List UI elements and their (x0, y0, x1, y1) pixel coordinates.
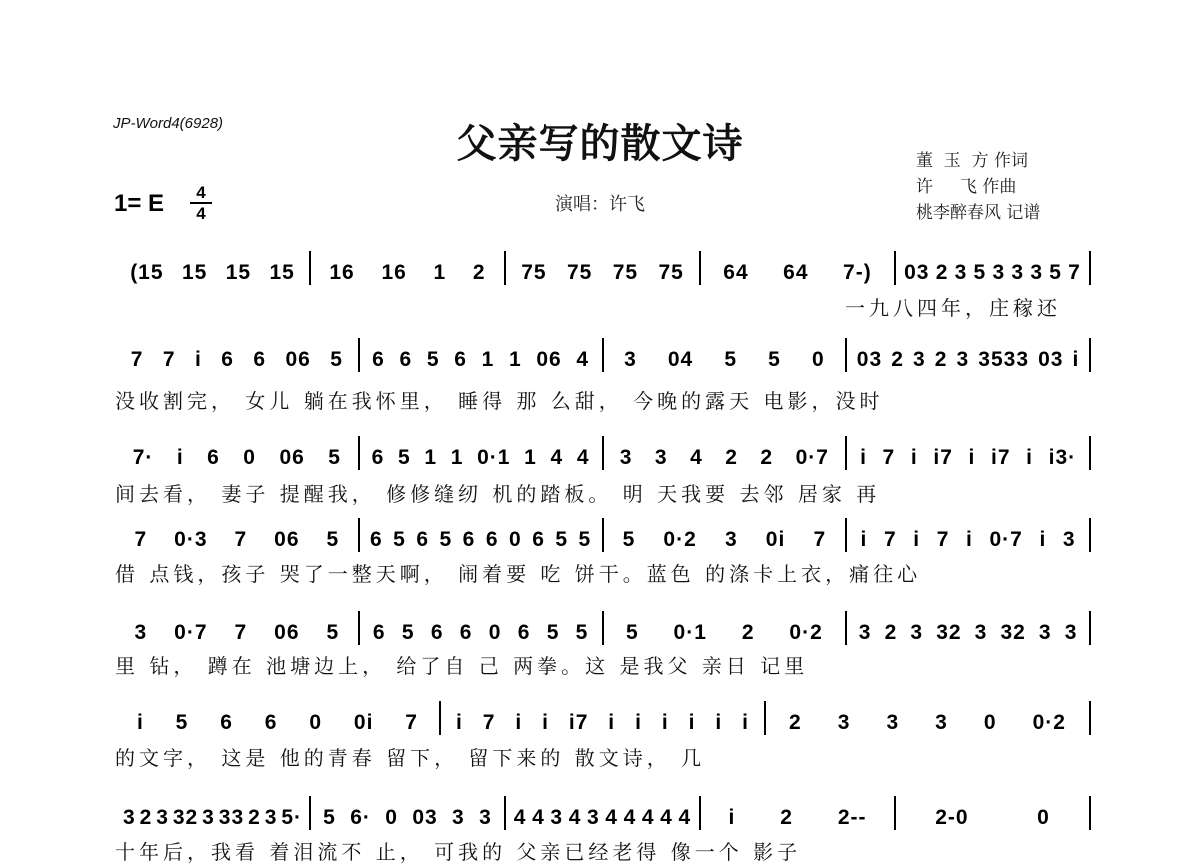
barline (1089, 796, 1091, 830)
note: 2 (760, 446, 774, 469)
measure (121, 615, 353, 645)
note: 06 (274, 621, 300, 644)
note: 3 (954, 261, 968, 284)
note: i (968, 446, 976, 469)
measure (316, 255, 499, 285)
note: 33 (218, 806, 245, 829)
note: 3 (624, 348, 637, 371)
note: 75 (566, 261, 593, 284)
note: i7 (991, 446, 1011, 469)
note: 2 (934, 348, 948, 371)
barline (1089, 701, 1091, 735)
note: 7· (132, 446, 154, 469)
note: 16 (329, 261, 355, 284)
note: 3 (134, 621, 148, 644)
note: 6 (221, 348, 234, 371)
music-line (115, 342, 1090, 372)
barline (358, 338, 360, 372)
note: 2 (248, 806, 261, 829)
note: 3 (1064, 621, 1078, 644)
music-line (115, 522, 1090, 552)
note: 0i (353, 711, 374, 734)
note: 3 (550, 806, 564, 829)
note: i (715, 711, 723, 734)
barline (1089, 338, 1091, 372)
barline (1089, 518, 1091, 552)
note: 4 (576, 446, 590, 469)
note: 0·1 (673, 621, 707, 644)
measure (609, 440, 841, 470)
barline (504, 796, 506, 830)
note: i (966, 528, 973, 551)
note: i (515, 711, 523, 734)
barline (894, 796, 896, 830)
note: 0·7 (174, 621, 208, 644)
barline (845, 338, 847, 372)
note: 7 (882, 446, 896, 469)
barline (1089, 251, 1091, 285)
note: 0 (811, 348, 825, 371)
note: i (455, 711, 463, 734)
note: 0·2 (663, 528, 697, 551)
note: 7 (884, 528, 897, 551)
note: 6 (264, 711, 278, 734)
lyric-line: 一九八四年，庄稼还 (845, 296, 1061, 320)
note: 3 (1038, 621, 1052, 644)
note: 6 (369, 528, 383, 551)
note: 3 (956, 348, 970, 371)
note: 3 (202, 806, 215, 829)
note: 3 (910, 621, 924, 644)
note: 6 (253, 348, 267, 371)
note: i (542, 711, 549, 734)
credits (916, 148, 1040, 226)
note: 15 (225, 261, 252, 284)
note: i7 (568, 711, 589, 734)
barline (309, 796, 311, 830)
music-line (115, 255, 1090, 285)
barline (699, 796, 701, 830)
note: 6 (485, 528, 499, 551)
note: 2 (884, 621, 898, 644)
note: 5 (622, 528, 636, 551)
note: i (688, 711, 696, 734)
note: 7 (1068, 261, 1081, 284)
note: 3 (974, 621, 988, 644)
note: 0 (509, 528, 522, 551)
note: 2-- (837, 806, 867, 829)
note: 6 (430, 621, 444, 644)
note: 5 (323, 806, 336, 829)
note: 5 (175, 711, 189, 734)
measure (852, 615, 1084, 645)
note: i (742, 711, 749, 734)
lyric-line: 间去看， 妻子 提醒我， 修修缝纫 机的踏板。 明 天我要 去邻 居家 再 (115, 482, 881, 506)
note: i (608, 711, 616, 734)
note: 3 (264, 806, 278, 829)
note: 64 (783, 261, 809, 284)
lyric-line: 的文字， 这是 他的青春 留下， 留下来的 散文诗， 几 (115, 746, 706, 770)
music-line (115, 615, 1090, 645)
note: i (1026, 446, 1033, 469)
lyric-line: 十年后，我看 着泪流不 止， 可我的 父亲已经老得 像一个 影子 (115, 840, 802, 864)
note: 0·2 (789, 621, 823, 644)
note: 6 (532, 528, 545, 551)
note: 0·3 (174, 528, 208, 551)
note: 3 (122, 806, 136, 829)
barline (439, 701, 441, 735)
measure (121, 342, 353, 372)
lyric-line: 借 点钱，孩子 哭了一整天啊， 闹着要 吃 饼干。蓝色 的涤卡上衣，痛往心 (115, 562, 922, 586)
note: 5 (326, 528, 340, 551)
note: 5 (397, 446, 411, 469)
note: 2 (935, 261, 949, 284)
measure (121, 255, 304, 285)
note: 15 (181, 261, 208, 284)
note: 1 (450, 446, 464, 469)
barline (764, 701, 766, 735)
time-top: 4 (196, 183, 206, 202)
note: 2 (725, 446, 738, 469)
note: 5 (555, 528, 569, 551)
note: 1 (508, 348, 522, 371)
software-tag: JP-Word4(6928) (113, 115, 224, 132)
note: i (728, 806, 736, 829)
note: 06 (536, 348, 562, 371)
measure (121, 522, 353, 552)
note: 1 (524, 446, 537, 469)
note: 32 (936, 621, 962, 644)
note: 5 (1049, 261, 1062, 284)
note: 32 (1000, 621, 1026, 644)
note: 3 (479, 806, 492, 829)
note: 3 (724, 528, 738, 551)
note: 03 (904, 261, 930, 284)
note: 5 (625, 621, 639, 644)
barline (602, 611, 604, 645)
note: i (1072, 348, 1080, 371)
note: 32 (172, 806, 199, 829)
note: 5 (426, 348, 440, 371)
note: i3· (1048, 446, 1077, 469)
measure (121, 800, 304, 830)
note: 4 (513, 806, 527, 829)
note: (15 (130, 261, 164, 284)
note: 5 (768, 348, 781, 371)
note: 5 (578, 528, 592, 551)
note: 4 (550, 446, 564, 469)
note: 06 (285, 348, 311, 371)
note: 3 (1011, 261, 1025, 284)
note: 64 (723, 261, 749, 284)
measure (771, 705, 1084, 735)
barline (894, 251, 896, 285)
note: 03 (1038, 348, 1064, 371)
note: 3533 (978, 348, 1029, 371)
lyric-line: 没收割完， 女儿 躺在我怀里， 睡得 那 么甜， 今晚的露天 电影，没时 (115, 389, 884, 413)
note: 75 (658, 261, 684, 284)
note: 3 (886, 711, 900, 734)
note: 2 (789, 711, 802, 734)
note: i (1039, 528, 1047, 551)
note: 2 (472, 261, 486, 284)
note: 3 (858, 621, 872, 644)
note: 2 (891, 348, 904, 371)
note: 3 (156, 806, 169, 829)
note: i7 (933, 446, 953, 469)
note: i (176, 446, 184, 469)
note: 6· (350, 806, 371, 829)
credit-transcriber: 桃李醉春风 记谱 (916, 203, 1041, 223)
note: 1 (433, 261, 447, 284)
note: 6 (371, 446, 385, 469)
note: 6 (517, 621, 531, 644)
note: 15 (269, 261, 295, 284)
note: 4 (641, 806, 655, 829)
measure (706, 255, 889, 285)
note: 4 (678, 806, 692, 829)
music-line (115, 705, 1090, 735)
note: 7 (134, 528, 148, 551)
barline (358, 436, 360, 470)
note: 5 (724, 348, 738, 371)
key-signature: 1= E (114, 190, 165, 217)
barline (602, 338, 604, 372)
note: 2 (741, 621, 755, 644)
credit-composer: 许 飞 作曲 (916, 177, 1017, 197)
singer: 演唱：许飞 (555, 194, 645, 215)
note: 0 (385, 806, 398, 829)
note: 4 (623, 806, 637, 829)
note: 5 (393, 528, 406, 551)
note: 0 (1037, 806, 1050, 829)
note: 7 (936, 528, 950, 551)
note: 6 (459, 621, 473, 644)
lyric-line: 里 钻， 蹲在 池塘边上， 给了自 己 两拳。这 是我父 亲日 记里 (115, 654, 809, 678)
note: 7 (162, 348, 176, 371)
note: i (661, 711, 669, 734)
note: 6 (416, 528, 430, 551)
note: 5 (401, 621, 415, 644)
measure (316, 800, 499, 830)
note: 2 (139, 806, 153, 829)
measure (609, 522, 841, 552)
note: 7 (234, 528, 248, 551)
note: 03 (856, 348, 883, 371)
barline (1089, 436, 1091, 470)
measure (609, 342, 841, 372)
note: 7 (482, 711, 496, 734)
barline (845, 436, 847, 470)
barline (358, 518, 360, 552)
measure (901, 800, 1084, 830)
note: 3 (586, 806, 600, 829)
note: 5 (328, 446, 341, 469)
note: 3 (1030, 261, 1043, 284)
note: 16 (381, 261, 407, 284)
note: 75 (521, 261, 547, 284)
measure (609, 615, 841, 645)
note: i (194, 348, 202, 371)
note: 0·7 (795, 446, 829, 469)
measure (852, 522, 1084, 552)
note: 0 (983, 711, 997, 734)
note: 7 (234, 621, 248, 644)
barline (1089, 611, 1091, 645)
note: 5 (330, 348, 343, 371)
measure (852, 440, 1084, 470)
note: 3 (912, 348, 926, 371)
note: 0·2 (1032, 711, 1066, 734)
note: 5 (439, 528, 453, 551)
note: i (860, 528, 868, 551)
note: i (910, 446, 918, 469)
measure (365, 615, 597, 645)
barline (602, 518, 604, 552)
note: 6 (372, 348, 385, 371)
note: i (860, 446, 867, 469)
note: i (635, 711, 642, 734)
note: 0i (765, 528, 786, 551)
barline (504, 251, 506, 285)
measure (852, 342, 1084, 372)
note: 06 (274, 528, 300, 551)
note: 4 (690, 446, 703, 469)
barline (845, 611, 847, 645)
song-title: 父亲写的散文诗 (456, 120, 744, 167)
barline (699, 251, 701, 285)
measure (365, 342, 597, 372)
barline (845, 518, 847, 552)
barline (602, 436, 604, 470)
note: 3 (619, 446, 633, 469)
note: 4 (605, 806, 618, 829)
music-line (115, 800, 1090, 830)
note: 4 (576, 348, 590, 371)
note: 5 (326, 621, 340, 644)
note: 06 (279, 446, 305, 469)
note: 0·7 (989, 528, 1023, 551)
time-bottom: 4 (196, 204, 206, 223)
barline (309, 251, 311, 285)
measure (121, 440, 353, 470)
note: 1 (481, 348, 495, 371)
note: 0·1 (477, 446, 511, 469)
note: 4 (660, 806, 673, 829)
note: 3 (654, 446, 668, 469)
note: 0 (309, 711, 323, 734)
measure (511, 800, 694, 830)
note: 3 (992, 261, 1006, 284)
note: 75 (612, 261, 639, 284)
note: 6 (220, 711, 233, 734)
note: i (136, 711, 144, 734)
note: 3 (837, 711, 851, 734)
measure (706, 800, 889, 830)
note: 6 (207, 446, 220, 469)
note: 7 (405, 711, 418, 734)
note: 7 (813, 528, 827, 551)
note: 3 (452, 806, 465, 829)
barline (358, 611, 360, 645)
note: 5 (575, 621, 589, 644)
note: 2 (780, 806, 793, 829)
note: 6 (399, 348, 413, 371)
note: i (913, 528, 921, 551)
measure (121, 705, 434, 735)
note: 0 (243, 446, 256, 469)
note: 7 (130, 348, 144, 371)
note: 7-) (843, 261, 872, 284)
note: 03 (412, 806, 438, 829)
music-line (115, 440, 1090, 470)
note: 6 (372, 621, 386, 644)
note: 0 (488, 621, 502, 644)
measure (511, 255, 694, 285)
note: 3 (935, 711, 948, 734)
note: 5· (281, 806, 302, 829)
note: 3 (1062, 528, 1076, 551)
note: 2-0 (935, 806, 969, 829)
note: 1 (424, 446, 438, 469)
note: 4 (568, 806, 582, 829)
note: 6 (462, 528, 476, 551)
note: 5 (546, 621, 560, 644)
note: 5 (973, 261, 987, 284)
credit-lyricist: 董 玉 方 作词 (916, 151, 1029, 171)
measure (446, 705, 759, 735)
measure (365, 522, 597, 552)
note: 04 (667, 348, 694, 371)
note: 6 (454, 348, 467, 371)
measure (365, 440, 597, 470)
measure (901, 255, 1084, 285)
note: 4 (532, 806, 545, 829)
